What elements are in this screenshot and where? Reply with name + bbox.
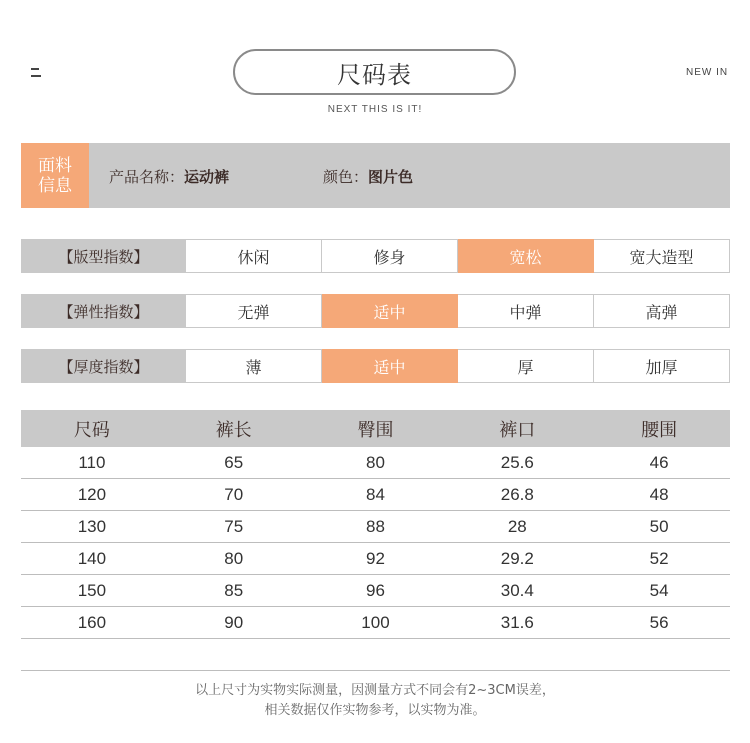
- table-row: [21, 511, 730, 543]
- fabric-info-tag: [21, 143, 89, 208]
- thickness-option: 加厚: [594, 349, 730, 383]
- table-cell: 56: [588, 607, 730, 639]
- table-cell: 50: [588, 511, 730, 543]
- table-cell: 120: [21, 479, 163, 511]
- thickness-option: 厚: [458, 349, 594, 383]
- elasticity-option-selected: 适中: [322, 294, 458, 328]
- fabric-info-bar: [21, 143, 730, 208]
- fabric-tag-line2: 信息: [38, 175, 72, 196]
- new-in-label: NEW IN: [686, 67, 729, 78]
- table-cell: 26.8: [446, 479, 588, 511]
- table-row: [21, 575, 730, 607]
- header-waist: 腰围: [588, 410, 730, 447]
- table-cell: 80: [305, 447, 447, 479]
- table-cell: 46: [588, 447, 730, 479]
- fit-option: 修身: [322, 239, 458, 273]
- table-cell: 92: [305, 543, 447, 575]
- elasticity-option: 高弹: [594, 294, 730, 328]
- page-subtitle: NEXT THIS IS IT!: [327, 104, 423, 115]
- menu-icon[interactable]: [31, 67, 41, 79]
- product-name-value: 运动裤: [184, 168, 230, 186]
- header-length: 裤长: [163, 410, 305, 447]
- table-cell: 30.4: [446, 575, 588, 607]
- table-cell: 90: [163, 607, 305, 639]
- measurement-note-line1: 以上尺寸为实物实际测量，因测量方式不同会有2~3CM误差，: [195, 683, 555, 698]
- thickness-index-label: 【厚度指数】: [21, 349, 186, 383]
- table-cell: 31.6: [446, 607, 588, 639]
- thickness-option-selected: 适中: [322, 349, 458, 383]
- fit-index-row: [21, 239, 730, 273]
- table-cell: 88: [305, 511, 447, 543]
- table-cell: 48: [588, 479, 730, 511]
- product-color-label: 颜色：: [323, 168, 369, 186]
- thickness-option: 薄: [186, 349, 322, 383]
- table-cell: 84: [305, 479, 447, 511]
- size-table-header: [21, 410, 730, 447]
- header-leg-opening: 裤口: [446, 410, 588, 447]
- table-cell: 65: [163, 447, 305, 479]
- table-row: [21, 447, 730, 479]
- product-name-label: 产品名称：: [109, 168, 185, 186]
- table-row: [21, 479, 730, 511]
- elasticity-index-row: [21, 294, 730, 328]
- table-cell: 75: [163, 511, 305, 543]
- table-cell: 80: [163, 543, 305, 575]
- table-cell: 96: [305, 575, 447, 607]
- table-cell: 54: [588, 575, 730, 607]
- size-table: [21, 410, 730, 639]
- elasticity-option: 中弹: [458, 294, 594, 328]
- table-cell: 130: [21, 511, 163, 543]
- table-cell: 100: [305, 607, 447, 639]
- product-color: [323, 166, 413, 187]
- table-cell: 52: [588, 543, 730, 575]
- fabric-tag-line1: 面料: [38, 155, 72, 176]
- table-cell: 110: [21, 447, 163, 479]
- fit-index-label: 【版型指数】: [21, 239, 186, 273]
- header-hip: 臀围: [305, 410, 447, 447]
- table-cell: 140: [21, 543, 163, 575]
- fit-option: 休闲: [186, 239, 322, 273]
- table-row: [21, 607, 730, 639]
- elasticity-index-label: 【弹性指数】: [21, 294, 186, 328]
- table-cell: 160: [21, 607, 163, 639]
- table-cell: 25.6: [446, 447, 588, 479]
- product-name: [109, 166, 229, 187]
- table-cell: 85: [163, 575, 305, 607]
- fit-option-selected: 宽松: [458, 239, 594, 273]
- fit-option: 宽大造型: [594, 239, 730, 273]
- elasticity-option: 无弹: [186, 294, 322, 328]
- divider: [21, 670, 730, 671]
- header-size: 尺码: [21, 410, 163, 447]
- product-color-value: 图片色: [368, 168, 414, 186]
- table-cell: 70: [163, 479, 305, 511]
- table-cell: 150: [21, 575, 163, 607]
- thickness-index-row: [21, 349, 730, 383]
- measurement-note-line2: 相关数据仅作实物参考，以实物为准。: [264, 703, 486, 718]
- table-cell: 28: [446, 511, 588, 543]
- page-title: [233, 49, 516, 95]
- table-row: [21, 543, 730, 575]
- table-cell: 29.2: [446, 543, 588, 575]
- page-title-text: 尺码表: [337, 60, 412, 89]
